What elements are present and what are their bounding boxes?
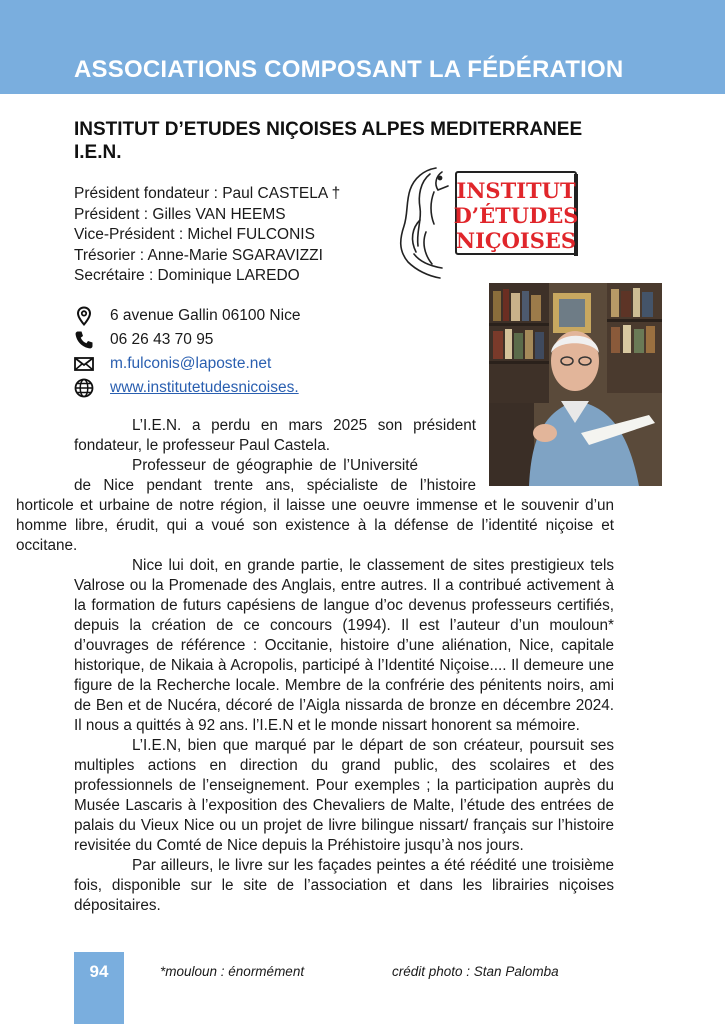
address-text: 6 avenue Gallin 06100 Nice [110,307,301,324]
address-row [74,304,474,328]
section-title: ASSOCIATIONS COMPOSANT LA FÉDÉRATION [74,56,624,83]
logo-line-2: D’ÉTUDES [453,203,579,228]
location-pin-icon [74,306,94,326]
phone-row [74,328,474,352]
paragraph-1-line-1: L’I.E.N. a perdu en mars 2025 son président [132,417,476,434]
article-body [16,416,614,916]
paragraph-4: L’I.E.N, bien que marqué par le départ de son créateur, poursuit ses multiples actions en direction du grand public, des scolaires et des professionnels de l’enseignement. Pour exemples ; la participation auprès du Musée Lascaris à l’exposition des Chevaliers de Malte, l’étude des entrées de palais du Vieux Nice ou un projet de livre bilingue nissart/ français sur l’histoire revisitée du Comté de Nice depuis la Préhistoire jusqu’à nos jours. [74,737,614,854]
institute-logo [390,162,580,280]
website-link[interactable]: www.institutetudesnicoises. [110,379,299,396]
officers-list [74,184,394,287]
phone-text: 06 26 43 70 95 [110,331,214,348]
paragraph-2 [16,456,614,556]
email-link[interactable]: m.fulconis@laposte.net [110,355,272,372]
paragraph-1 [74,416,476,456]
officer-secretary: Secrétaire : Dominique LAREDO [74,267,300,284]
header-banner [0,0,725,94]
footnote: *mouloun : énormément [160,964,305,979]
officer-founder: Président fondateur : Paul CASTELA † [74,185,341,202]
page-number: 94 [89,962,109,981]
officer-vice-president: Vice-Président : Michel FULCONIS [74,226,315,243]
paragraph-2-line-2: de Nice pendant trente ans, spécialiste de l’histoire [74,477,476,494]
logo-line-3: NIÇOISES [455,228,577,253]
paragraph-3: Nice lui doit, en grande partie, le classement de sites prestigieux tels Valrose ou la Promenade des Anglais, entre autres. Il a contribué activement à la formation de futurs capésiens de langue d’oc devenus professeurs certifiés, depuis la création de ce concours (1994). Il est l’auteur d’un mouloun* d’ouvrages de référence : Occitanie, histoire d’une aliénation, Nice, capitale historique, de Nikaia à Acropolis, participé à l’Identité Niçoise.... Il demeure une figure de la Recherche locale. Membre de la confrérie des pénitents noirs, ami de Ben et de Nucéra, décoré de l’Aigla nissarda de bronze en décembre 2024. Il nous a quittés à 92 ans. l’I.E.N et le monde nissart honorent sa mémoire. [74,557,614,734]
photo-credit: crédit photo : Stan Palomba [392,964,559,979]
paragraph-2-rest: horticole et urbaine de notre région, il laisse une oeuvre immense et le souvenir d’un homme libre, érudit, qui a voué son existence à la défense de l’identité niçoise et occitane. [16,497,614,554]
institute-title-line-1: INSTITUT D’ETUDES NIÇOISES ALPES MEDITERRANEE [74,119,583,140]
website-row [74,376,474,400]
paragraph-5: Par ailleurs, le livre sur les façades peintes a été réédité une troisième fois, disponible sur le site de l’association et dans les librairies niçoises dépositaires. [74,857,614,914]
globe-icon [74,378,94,398]
page-number-box [74,952,124,1024]
officer-treasurer: Trésorier : Anne-Marie SGARAVIZZI [74,246,323,264]
email-row [74,352,474,376]
institute-title-line-2: I.E.N. [74,142,122,163]
logo-line-1: INSTITUT [456,178,576,203]
phone-icon [74,330,94,350]
institute-title [74,118,634,164]
contact-block [74,304,474,400]
paragraph-2-line-1: Professeur de géographie de l’Université [132,457,418,474]
paragraph-1-line-2: fondateur, le professeur Paul Castela. [74,437,330,454]
envelope-icon [74,354,94,374]
officer-president: Président : Gilles VAN HEEMS [74,205,286,223]
